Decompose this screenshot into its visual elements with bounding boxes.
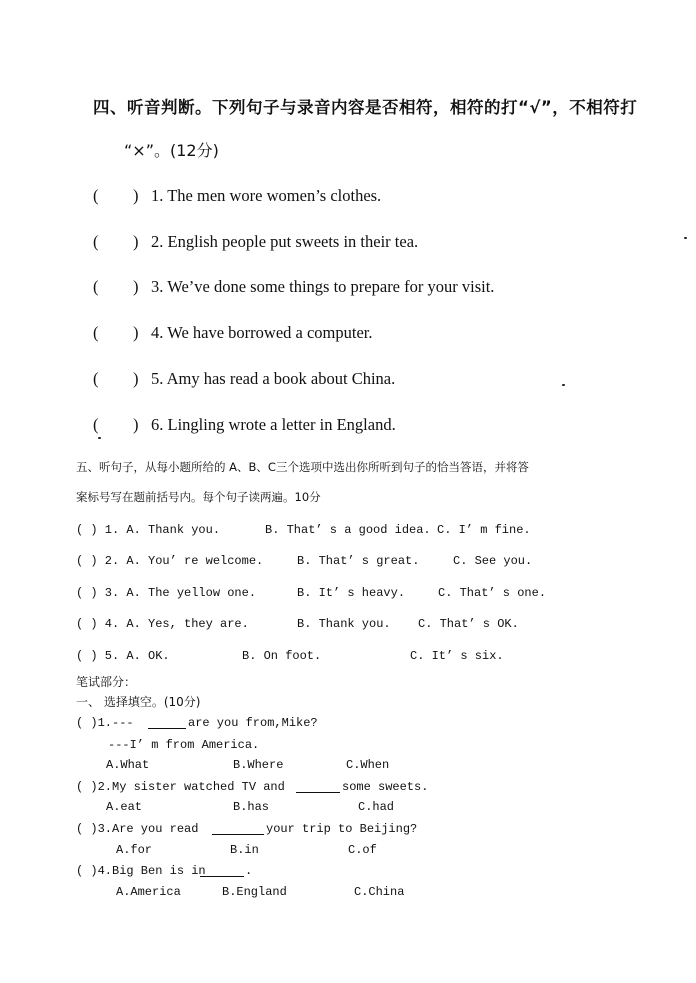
option-b: B. On foot. (242, 649, 322, 663)
option-b: B.has (233, 800, 270, 814)
item-text: 3. We’ve done some things to prepare for your visit. (151, 277, 495, 296)
q2-stem-end: some sweets. (342, 780, 429, 794)
option-b: B. That’ s a good idea. (265, 523, 431, 537)
item-text: 1. The men wore women’s clothes. (151, 186, 382, 205)
option-c: C.had (358, 800, 395, 814)
option-c: C.China (354, 885, 405, 899)
q1-answer-blank[interactable] (148, 716, 186, 729)
q1-stem-end: are you from,Mike? (188, 716, 318, 730)
item-text: 6. Lingling wrote a letter in England. (151, 415, 396, 434)
item-question-option-a: ( ) 2. A. You’ re welcome. (76, 554, 264, 568)
option-c: C.When (346, 758, 390, 772)
answer-bracket-close: ) (133, 369, 139, 388)
q4-answer-blank[interactable] (200, 864, 244, 877)
answer-bracket-close: ) (133, 232, 139, 251)
option-b: B. It’ s heavy. (297, 586, 406, 600)
q1-stem-start: ( )1.--- (76, 716, 134, 730)
answer-bracket-open[interactable]: ( (93, 186, 99, 205)
item-text: 5. Amy has read a book about China. (151, 369, 396, 388)
q3-answer-blank[interactable] (212, 822, 264, 835)
option-c: C.of (348, 843, 377, 857)
answer-bracket-close: ) (133, 277, 139, 296)
q3-stem-end: your trip to Beijing? (266, 822, 418, 836)
q4-stem-end: . (245, 864, 253, 878)
q2-stem-start: ( )2.My sister watched TV and (76, 780, 285, 794)
option-a: A.eat (106, 800, 143, 814)
answer-bracket-close: ) (133, 186, 139, 205)
section5-title-line2: 案标号写在题前括号内。每个句子读两遍。10分 (76, 490, 321, 504)
answer-bracket-close: ) (133, 415, 139, 434)
option-b: B. That’ s great. (297, 554, 420, 568)
section5-title-line1: 五、听句子，从每小题所给的 A、B、C三个选项中选出你所听到句子的恰当答语，并将答 (76, 460, 529, 474)
answer-bracket-open[interactable]: ( (93, 277, 99, 296)
option-c: C. That’ s OK. (418, 617, 519, 631)
item-question-option-a: ( ) 3. A. The yellow one. (76, 586, 257, 600)
option-a: A.America (116, 885, 181, 899)
item-text: 4. We have borrowed a computer. (151, 323, 373, 342)
option-c: C. I’ m fine. (437, 523, 531, 537)
answer-bracket-open[interactable]: ( (93, 232, 99, 251)
answer-bracket-close: ) (133, 323, 139, 342)
option-a: A.for (116, 843, 153, 857)
scan-speck (98, 437, 101, 439)
option-c: C. It’ s six. (410, 649, 504, 663)
section4-title: 四、听音判断。下列句子与录音内容是否相符，相符的打“√”，不相符打 (93, 98, 638, 117)
q3-stem-start: ( )3.Are you read (76, 822, 199, 836)
written-heading: 笔试部分： (76, 675, 137, 689)
option-b: B.Where (233, 758, 284, 772)
option-c: C. That’ s one. (438, 586, 547, 600)
item-question-option-a: ( ) 4. A. Yes, they are. (76, 617, 249, 631)
option-a: A.What (106, 758, 150, 772)
written-q1-answer: ---I’ m from America. (108, 738, 260, 752)
q4-stem-start: ( )4.Big Ben is in (76, 864, 206, 878)
q2-answer-blank[interactable] (296, 780, 340, 793)
option-b: B.England (222, 885, 287, 899)
option-b: B. Thank you. (297, 617, 391, 631)
option-c: C. See you. (453, 554, 533, 568)
scan-speck (684, 237, 687, 239)
item-text: 2. English people put sweets in their tea. (151, 232, 419, 251)
option-b: B.in (230, 843, 259, 857)
item-question-option-a: ( ) 1. A. Thank you. (76, 523, 221, 537)
section4-title-continued: “×”。(12分) (124, 141, 219, 160)
answer-bracket-open[interactable]: ( (93, 323, 99, 342)
answer-bracket-open[interactable]: ( (93, 369, 99, 388)
answer-bracket-open[interactable]: ( (93, 415, 99, 434)
written-section1-title: 一、 选择填空。(10分) (76, 695, 201, 709)
scan-speck (562, 384, 565, 386)
item-question-option-a: ( ) 5. A. OK. (76, 649, 170, 663)
